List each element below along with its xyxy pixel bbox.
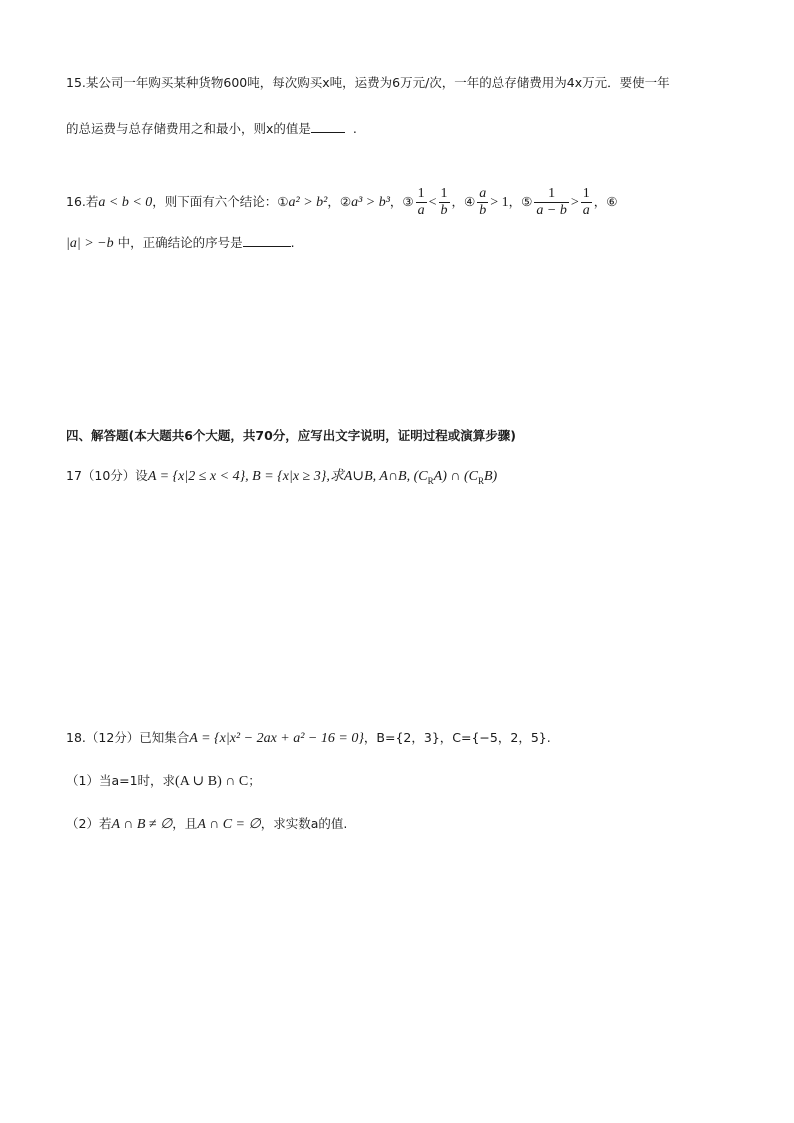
q16-line2-end: . (290, 235, 295, 250)
q18-part2-math1: A ∩ B ≠ ∅ (111, 817, 173, 832)
q16-line2 (66, 234, 295, 251)
q16-sep3: ，④ (451, 194, 476, 209)
q15-line1: 15.某公司一年购买某种货物600吨，每次购买x吨，运费为6万元/次，一年的总存储费用为4x万元．要使一年 (66, 75, 670, 90)
q18-part1 (66, 775, 261, 789)
q18-part2 (66, 818, 347, 832)
q16-frac-1-over-a: $\frac{1}{a}$ (417, 186, 425, 218)
q18-set-a: A = {x|x² − 2ax + a² − 16 = 0} (189, 731, 364, 746)
section-4-title: 四、解答题(本大题共6个大题，共70分，应写出文字说明，证明过程或演算步骤) (66, 428, 517, 443)
q18-part1-math: (A ∪ B) ∩ C (175, 774, 249, 789)
q16-frac-1-over-amb: $\frac{1}{a - b}$ (536, 186, 567, 218)
q15-line2-text: 的总运费与总存储费用之和最小，则x的值是 (66, 121, 311, 136)
q17-prefix: 17（10分）设 (66, 468, 148, 483)
q16-conclusion-1: a² > b² (288, 195, 328, 210)
q18-part2-math2: A ∩ C = ∅ (197, 817, 261, 832)
q18-prefix: 18.（12分）已知集合 (66, 730, 190, 745)
q18-part2-end: ，求实数a的值. (260, 816, 348, 831)
q18-part1-end: ； (248, 773, 261, 788)
q16-sep4: ，⑤ (508, 194, 533, 209)
q16-sep2: ，③ (389, 194, 414, 209)
q17-line (66, 470, 497, 486)
q17-math: A = {x|2 ≤ x < 4}, B = {x|x ≥ 3},求A∪B, A∩B, $(C_RA)$ ∩ $(C_RB)$ (147, 469, 498, 486)
q16-frac-1-over-a-2: $\frac{1}{a}$ (582, 186, 590, 218)
q15-line2 (66, 120, 357, 136)
q18-part2-prefix: （2）若 (66, 816, 112, 831)
q16-text-a: ，则下面有六个结论：① (152, 194, 289, 209)
q16-c3-lt: < (428, 195, 437, 210)
q16-frac-a-over-b: $\frac{a}{b}$ (479, 186, 487, 218)
q16-sep5: ，⑥ (593, 194, 618, 209)
q16-sep1: ，② (327, 194, 352, 209)
q16-frac-1-over-b: $\frac{1}{b}$ (440, 186, 448, 218)
q18-rest: ，B={2，3}，C={−5，2，5}. (363, 730, 551, 745)
q16-c5-gt: > (570, 195, 579, 210)
q16-line1 (66, 186, 617, 219)
q15-line2-end: . (352, 121, 357, 136)
q18-part1-prefix: （1）当a=1时，求 (66, 773, 176, 788)
q16-line2-text: 中，正确结论的序号是 (113, 235, 243, 250)
q16-prefix: 16.若 (66, 194, 99, 209)
q16-conclusion-6: |a| > −b (66, 236, 114, 251)
q16-answer-blank[interactable] (243, 234, 291, 247)
q18-line1 (66, 732, 551, 746)
q16-condition: a < b < 0 (98, 195, 153, 210)
q16-c4-gt: > 1 (490, 195, 509, 210)
q18-part2-mid: ，且 (172, 816, 198, 831)
q15-answer-blank[interactable] (311, 120, 345, 133)
q16-conclusion-2: a³ > b³ (351, 195, 390, 210)
